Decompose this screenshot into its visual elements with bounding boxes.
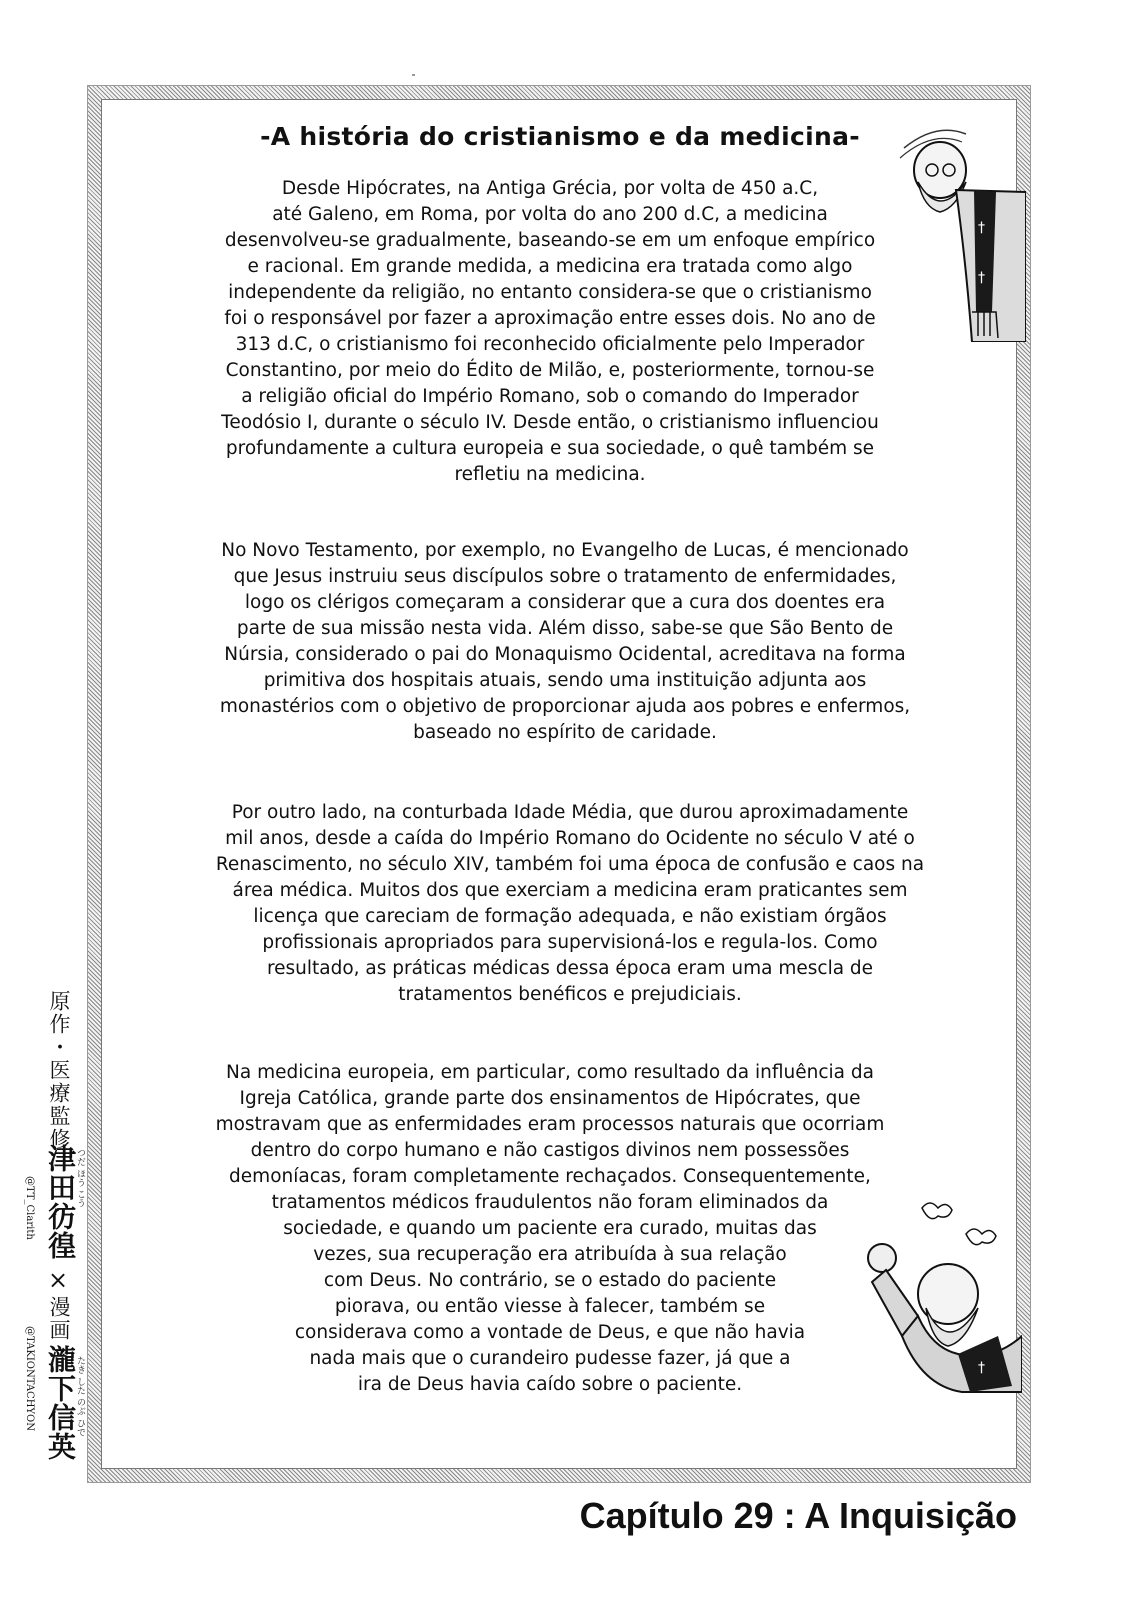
credit-author-handle: @TT_Clarith	[24, 1176, 35, 1240]
credits-column	[18, 990, 85, 1470]
paragraph-line: profissionais apropriados para supervisioná-los e regula-los. Como	[262, 932, 878, 953]
paragraph-line: monastérios com o objetivo de proporcionar ajuda aos pobres e enfermos,	[219, 696, 911, 717]
paragraph-line: tratamentos médicos fraudulentos não foram eliminados da	[271, 1192, 829, 1213]
monk-illustration-angry	[862, 1186, 1022, 1396]
credit-role-original: 原作・医療監修	[47, 990, 71, 1151]
paragraph-line: Renascimento, no século XIV, também foi uma época de confusão e caos na	[215, 854, 925, 875]
paragraph-line: logo os clérigos começaram a considerar que a cura dos doentes era	[244, 592, 886, 613]
paragraph-line: que Jesus instruiu seus discípulos sobre o tratamento de enfermidades,	[233, 566, 897, 587]
paragraph-line: Teodósio I, durante o século IV. Desde então, o cristianismo influenciou	[221, 412, 879, 433]
paragraph-line: mil anos, desde a caída do Império Romano do Ocidente no século V até o	[225, 828, 915, 849]
paragraph-line: 313 d.C, o cristianismo foi reconhecido oficialmente pelo Imperador	[235, 334, 865, 355]
paragraph-line: foi o responsável por fazer a aproximação entre esses dois. No ano de	[224, 308, 876, 329]
credit-role-art: 漫画	[47, 1296, 71, 1342]
paragraph-line: a religião oficial do Império Romano, sob o comando do Imperador	[241, 386, 859, 407]
paragraph-line: demoníacas, foram completamente rechaçados. Consequentemente,	[229, 1166, 871, 1187]
paragraph-line: dentro do corpo humano e não castigos divinos nem possessões	[250, 1140, 850, 1161]
credit-author-ruby: つだ ほう こう	[75, 1148, 85, 1208]
paragraph-line: profundamente a cultura europeia e sua sociedade, o quê também se	[225, 438, 875, 459]
paragraph-line: Desde Hipócrates, na Antiga Grécia, por volta de 450 a.C,	[281, 178, 819, 199]
paragraph-line: independente da religião, no entanto considera-se que o cristianismo	[228, 282, 872, 303]
credit-artist-ruby: たき した のぶ ひで	[75, 1356, 85, 1437]
paragraph-line: parte de sua missão nesta vida. Além disso, sabe-se que São Bento de	[236, 618, 894, 639]
paragraph-line: Igreja Católica, grande parte dos ensinamentos de Hipócrates, que	[239, 1088, 861, 1109]
paragraph-line: mostravam que as enfermidades eram processos naturais que ocorriam	[215, 1114, 885, 1135]
paragraph-line: refletiu na medicina.	[454, 464, 646, 485]
paragraph-4	[125, 1060, 975, 1398]
monk-illustration-top	[896, 112, 1026, 342]
svg-text:†: †	[978, 270, 985, 286]
paragraph-line: área médica. Muitos dos que exerciam a medicina eram praticantes sem	[232, 880, 908, 901]
credit-separator: ×	[44, 1266, 72, 1294]
paragraph-line: baseado no espírito de caridade.	[413, 722, 717, 743]
paragraph-3	[145, 800, 995, 1008]
credit-author-name: 津田彷徨	[44, 1144, 77, 1260]
paragraph-line: Núrsia, considerado o pai do Monaquismo Ocidental, acreditava na forma	[224, 644, 906, 665]
svg-text:†: †	[978, 220, 985, 236]
paragraph-line: tratamentos benéficos e prejudiciais.	[398, 984, 742, 1005]
paragraph-line: e racional. Em grande medida, a medicina era tratada como algo	[247, 256, 853, 277]
paragraph-line: resultado, as práticas médicas dessa época eram uma mescla de	[266, 958, 874, 979]
paragraph-line: ira de Deus havia caído sobre o paciente.	[357, 1374, 743, 1395]
speck	[412, 74, 415, 76]
credit-artist-handle: @TAKIONTACHYON	[24, 1326, 35, 1431]
paragraph-line: piorava, ou então viesse à falecer, também se	[334, 1296, 766, 1317]
paragraph-line: nada mais que o curandeiro pudesse fazer, já que a	[309, 1348, 791, 1369]
paragraph-2	[140, 538, 990, 746]
paragraph-line: considerava como a vontade de Deus, e que não havia	[294, 1322, 806, 1343]
paragraph-line: sociedade, e quando um paciente era curado, muitas das	[283, 1218, 817, 1239]
paragraph-line: com Deus. No contrário, se o estado do paciente	[323, 1270, 777, 1291]
paragraph-line: primitiva dos hospitais atuais, sendo uma instituição adjunta aos	[263, 670, 867, 691]
paragraph-line: Na medicina europeia, em particular, como resultado da influência da	[226, 1062, 874, 1083]
paragraph-line: desenvolveu-se gradualmente, baseando-se em um enfoque empírico	[224, 230, 876, 251]
page-title: -A história do cristianismo e da medicina-	[260, 122, 860, 151]
paragraph-line: No Novo Testamento, por exemplo, no Evangelho de Lucas, é mencionado	[221, 540, 909, 561]
paragraph-line: Constantino, por meio do Édito de Milão, e, posteriormente, tornou-se	[225, 360, 875, 381]
svg-text:†: †	[978, 1360, 985, 1376]
credit-artist-name: 瀧下信英	[44, 1345, 77, 1461]
paragraph-1	[125, 176, 975, 488]
chapter-title: Capítulo 29 : A Inquisição	[579, 1495, 1017, 1536]
paragraph-line: até Galeno, em Roma, por volta do ano 200 d.C, a medicina	[272, 204, 828, 225]
paragraph-line: Por outro lado, na conturbada Idade Média, que durou aproximadamente	[231, 802, 909, 823]
paragraph-line: licença que careciam de formação adequada, e não existiam órgãos	[253, 906, 887, 927]
paragraph-line: vezes, sua recuperação era atribuída à sua relação	[313, 1244, 787, 1265]
